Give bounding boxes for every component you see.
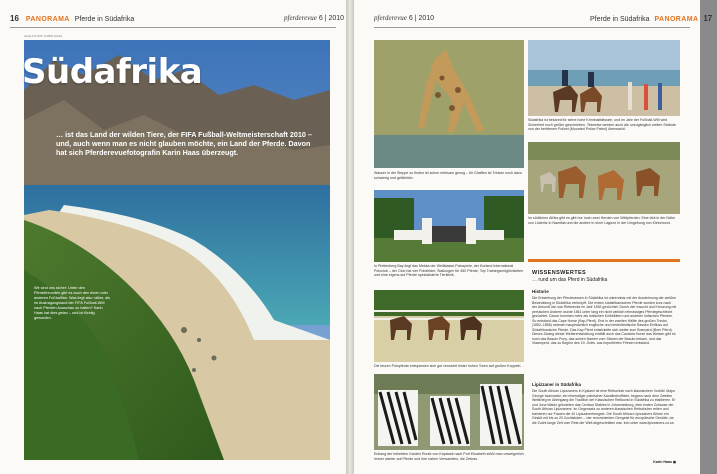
estate-gate-caption: In Plettenberg Bay liegt das Mekka der Weltklasse-Polospiele, der Kurland International Poloclub – der Club hat vier Polofelder, Stallungen für 450 Pferde, Top Trainingsmöglichkeiten und eine eigens auf Pferde spezialisierte Tierklinik.: [374, 264, 524, 278]
estate-gate-photo: [374, 190, 524, 262]
right-page-number: 17: [703, 14, 713, 23]
left-magazine-name: pferderevue: [284, 14, 317, 22]
article-title: Südafrika: [22, 52, 203, 92]
coastline-photo: [24, 40, 330, 460]
right-issue-number: 6 | 2010: [408, 15, 435, 22]
right-topic-label: Pferde in Südafrika: [590, 16, 650, 23]
giraffe-photo: [374, 40, 524, 168]
photo-credit: ALLE FOTOS: KARIN HAAS: [24, 34, 63, 38]
left-header-rule: [10, 27, 336, 28]
left-running-head: [10, 14, 134, 26]
left-page-number: 16: [10, 14, 19, 23]
hero-caption: Wir sind uns sicher: Unter den Pferdefreunden gibt es auch den einen oder anderen Fußballfan. Was liegt also näher, als im Austragungsland der FIFA Fußball-WM nach Pferden Ausschau zu halten? Karin Haas hat dies getan – und ist fündig geworden.: [34, 286, 111, 320]
mounted-police-caption: Südafrika ist bekannt für seine hohe Kriminalitätsrate, und im Jahr der Fußball-WM wird Sicherheit noch größer geschrieben. Teilweise werden auch die unzugänglich weiten Strände von der berittenen Polizei (Mounted Police Patrol) überwacht.: [528, 118, 676, 132]
mounted-police-photo: [528, 40, 680, 116]
wild-horses-photo: [528, 142, 680, 214]
lipizzaner-text: Die South African Lipizzaners in Kyalami ist eine Reitschule nach klassischem Vorbild. Major George Iwanowski, ein ehemaliger polnischer Kavallerieoffizier, begann nach dem Zweiten Weltkrieg im Alleingang die Tradition der Klassischen Reitkunst in Südafrika zu etablieren. Er und Jona Waldo gründeten das Centaur Stables in Johannesburg, dem ersten Zuhause der South African Lipizzaners. Im Gegensatz zu anderen klassischen Reitschulen reiten und trainieren nur Frauen die 40 Lipizzanerhengste. Die South African Lipizzaners führen ein Gestüt mit bis zu 20 Zuchtstuten – vier renommierten Gengeist für europäische Gestüte, da die Zucht lange Zeit vom Rest der Welt abgeschnitten war. Info unter www.lipizzaners.co.za: [532, 389, 676, 425]
infobox-heading: WISSENSWERTES: [532, 270, 587, 276]
polo-horses-photo: [374, 290, 524, 362]
right-magazine-name: pferderevue: [374, 14, 407, 22]
infobox-subheading: … rund um das Pferd in Südafrika: [532, 277, 608, 283]
article-intro: … ist das Land der wilden Tiere, der FIFA Fußball-Weltmeisterschaft 2010 – und, auch wenn man es nicht glauben möchte, ein Land der Pferde. Davon hat sich Pferderevuefotografin Karin Haas überzeugt.: [56, 130, 312, 158]
left-issue-label: [284, 14, 344, 26]
zebras-photo: [374, 374, 524, 450]
page-gutter: [346, 0, 354, 474]
left-topic-label: Pferde in Südafrika: [74, 16, 135, 23]
right-section-label: PANORAMA: [654, 16, 699, 23]
wild-horses-caption: Im südlichen Afrika gibt es gibt nur noch zwei Herden von Wildpferden: Eine lebt in der Nähe von Lüderitz in Namibia und die andere in einer Lagune in der Umgebung von Kleinmond.: [528, 216, 676, 225]
giraffe-caption: Wasser in der Steppe zu finden ist schon mühsam genug – für Giraffen ist Trinken noch dazu schwierig und gefährlich.: [374, 171, 522, 180]
history-heading: Historie: [532, 289, 549, 294]
infobox: [528, 259, 680, 464]
author-signature: Karin Haas ◼: [653, 460, 676, 464]
zebras-caption: Entlang der beliebten Garden Route von Kapstadt nach Port Elizabeth stößt man unweigerlich immer wieder auf Pferde und ihre nahen Verwandten, die Zebras.: [374, 452, 524, 461]
history-text: Die Entstehung der Pferderassen in Südafrika ist untrennbar mit der Ausdehnung der weißen Besiedelung in Südafrika verknüpft. Die ersten südafrikanischen Pferde wurden kurz nach der Ankunft Jan van Riebeecks im Jahr 1652 gezüchtet. Durch vier Insucht und Kreuzung mit persischen Arabern wurde 1561 unter lang ein nicht wirklich reinrassiges Pferdegeschlecht gezüchtet. Davon kommen mehr als indischen Kolbblütern und anderen indischen Pferden. So entstand das Cape Horse (Kap-Pferd). Erst in der zweiten Hälfte des großen Trecks (1652–1856) nahmen hauptsächlich englische und niederländische Rassen Einfluss auf Südafrikanische Pferde. Das Kap Pferd entwickelte sich weiter zum Boerperd (Boer Pferd). Dieses Zwang dieser Weiterentwicklung entfällt auch das Cavalvia Horse das Weisen gibt es noch das Basuto Pony, das seinen Namen vom Stamm der Basuto bekam, und das Vlaamperd, das zu Beginn des 19. Jhdts. aus importierten Friesen entstand.: [532, 296, 677, 345]
lipizzaner-heading: Lipizzaner in Südafrika: [532, 382, 582, 387]
right-header-rule: [374, 27, 690, 28]
left-issue-number: 6 | 2010: [318, 15, 345, 22]
left-section-label: PANORAMA: [25, 16, 70, 23]
polo-horses-caption: Die teuren Polopferde entspannen sich gut verwahrt hinter hohen Toren auf großen Koppeln.: [374, 364, 522, 368]
right-issue-label: [374, 14, 434, 26]
right-running-head: [590, 14, 717, 26]
left-page: [0, 0, 346, 474]
